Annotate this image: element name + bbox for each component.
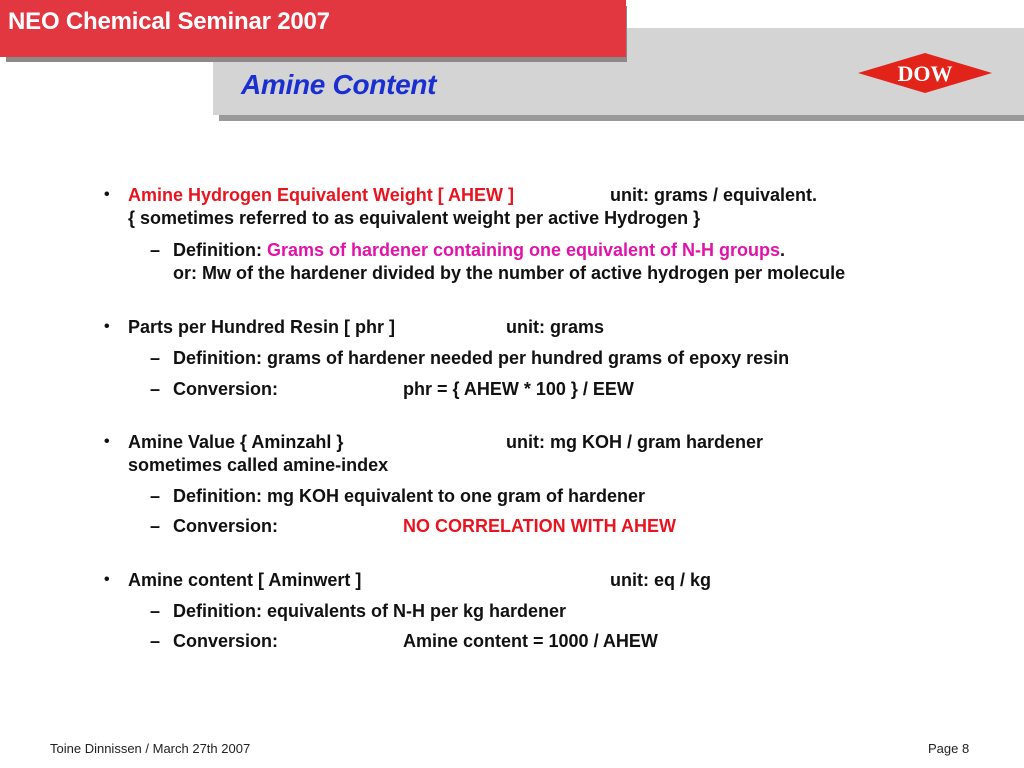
ahew-definition-highlight: Grams of hardener containing one equivalent of N-H groups [266, 240, 781, 260]
amine-value-conversion-value: NO CORRELATION WITH AHEW [403, 516, 676, 536]
ahew-definition [173, 239, 785, 261]
dash-amine-value-definition: – [150, 486, 161, 506]
amine-content-conversion-value: Amine content = 1000 / AHEW [403, 631, 658, 651]
amine-value-unit: unit: mg KOH / gram hardener [506, 432, 764, 452]
dash-amine-value-conversion: – [150, 516, 161, 536]
phr-conversion-label: Conversion: [173, 379, 279, 399]
footer-page-number: Page 8 [928, 741, 970, 756]
bullet-amine-content: • [104, 571, 110, 588]
amine-value-definition: Definition: mg KOH equivalent to one gram of hardener [173, 486, 646, 506]
amine-content-unit: unit: eq / kg [610, 570, 711, 590]
phr-definition: Definition: grams of hardener needed per hundred grams of epoxy resin [173, 348, 790, 368]
dow-logo-text: DOW [897, 61, 953, 86]
footer-author-date: Toine Dinnissen / March 27th 2007 [50, 741, 251, 756]
dash-amine-content-definition: – [150, 601, 161, 621]
amine-content-conversion-label: Conversion: [173, 631, 279, 651]
ahew-unit: unit: grams / equivalent. [610, 185, 818, 205]
amine-value-conversion-label: Conversion: [173, 516, 279, 536]
slide-title: Amine Content [241, 69, 437, 100]
dash-phr-conversion: – [150, 379, 161, 399]
ahew-title: Amine Hydrogen Equivalent Weight [ AHEW ] [128, 185, 515, 205]
amine-content-definition: Definition: equivalents of N-H per kg hardener [173, 601, 567, 621]
dash-ahew-definition: – [150, 240, 161, 260]
phr-title: Parts per Hundred Resin [ phr ] [128, 317, 396, 337]
amine-content-title: Amine content [ Aminwert ] [128, 570, 362, 590]
phr-conversion-value: phr = { AHEW * 100 } / EEW [403, 379, 634, 399]
bullet-amine-value: • [104, 433, 110, 450]
ahew-note: { sometimes referred to as equivalent weight per active Hydrogen } [128, 208, 701, 228]
bullet-ahew: • [104, 186, 110, 203]
dash-amine-content-conversion: – [150, 631, 161, 651]
phr-unit: unit: grams [506, 317, 605, 337]
bullet-phr: • [104, 318, 110, 335]
ahew-definition-label: Definition: [173, 240, 267, 260]
ahew-definition-end: . [780, 240, 786, 260]
ahew-definition-alt: or: Mw of the hardener divided by the number of active hydrogen per molecule [173, 263, 846, 283]
dash-phr-definition: – [150, 348, 161, 368]
seminar-title: NEO Chemical Seminar 2007 [8, 8, 330, 35]
amine-value-title: Amine Value { Aminzahl } [128, 432, 344, 452]
amine-value-note: sometimes called amine-index [128, 455, 389, 475]
